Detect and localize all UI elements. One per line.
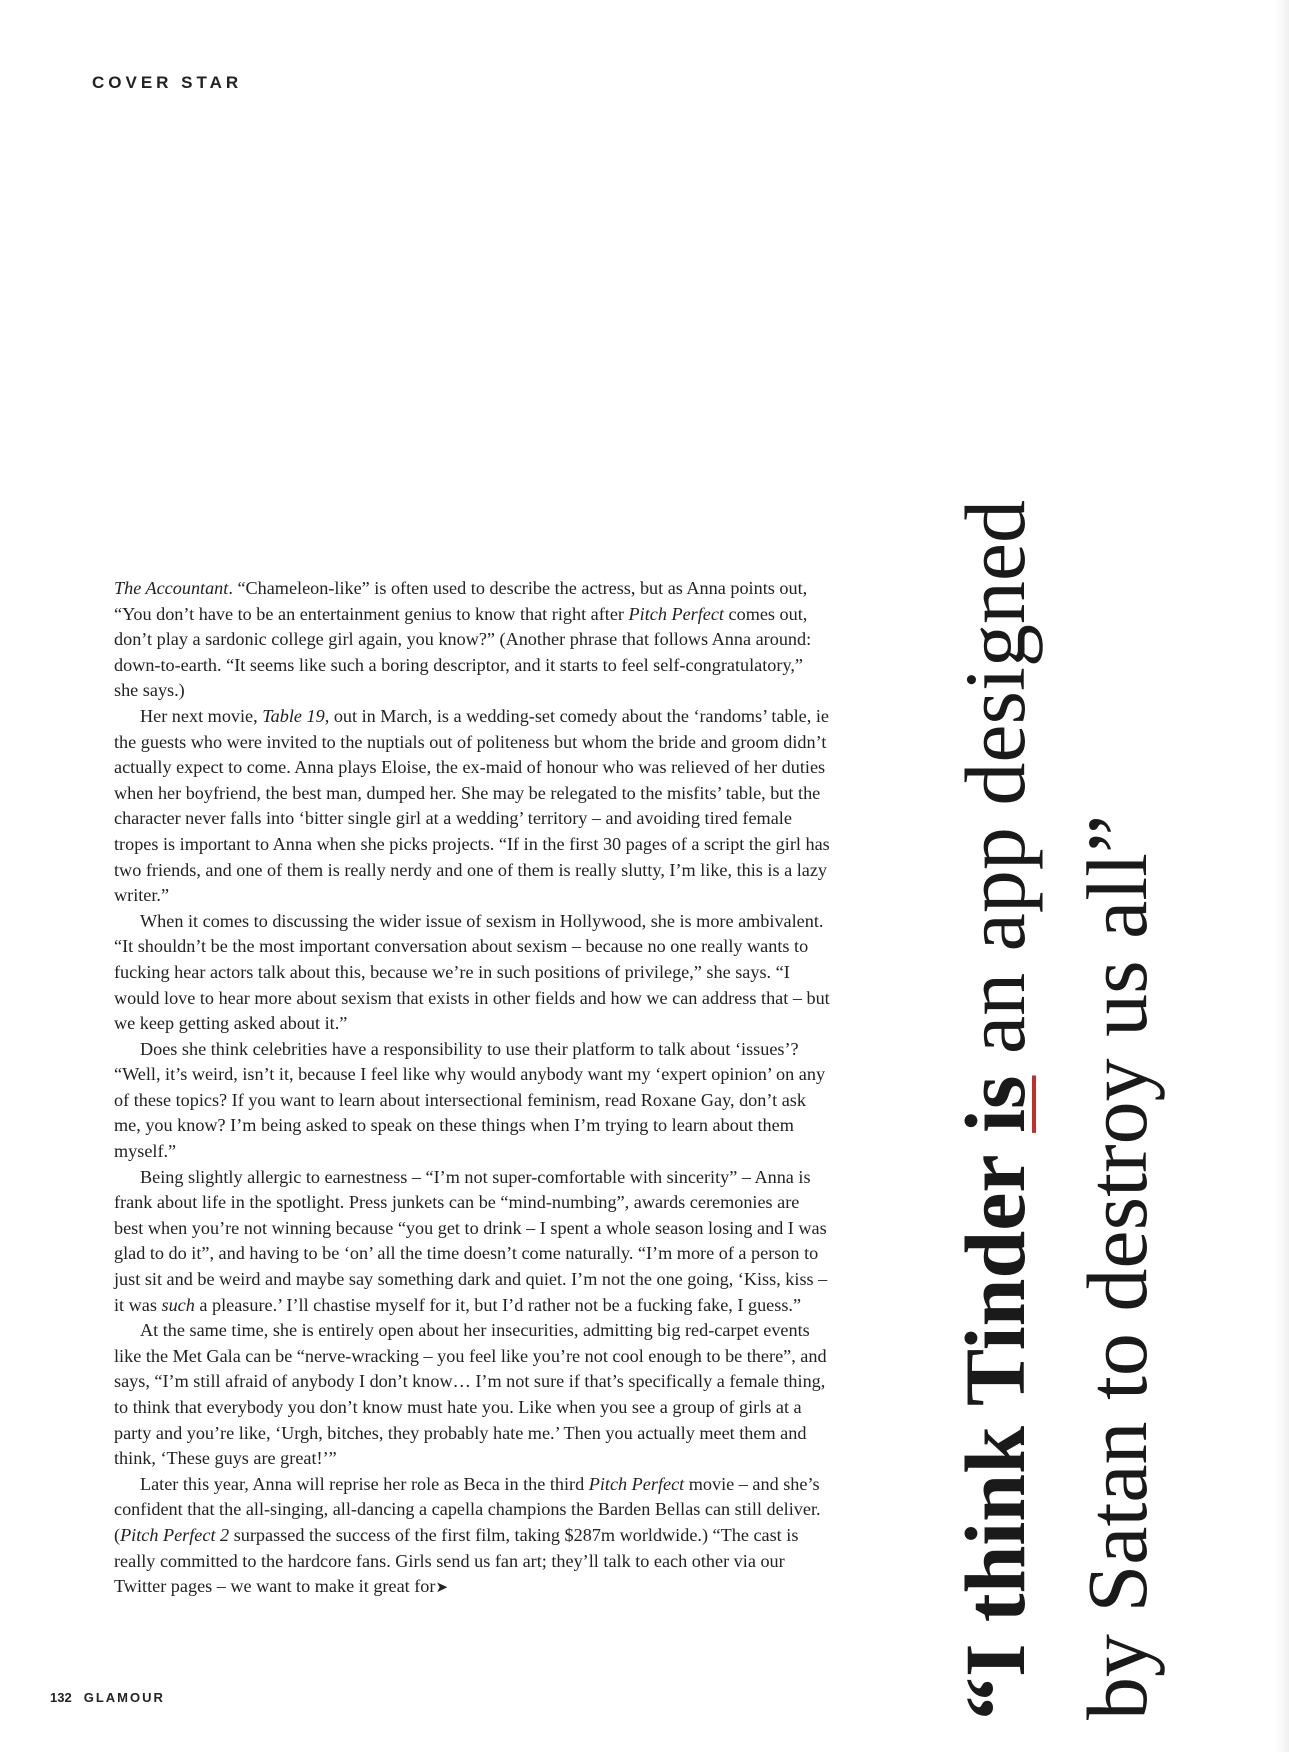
text-run: surpassed the success of the first film, taking $287m worldwide.) “The cast is really committed to the hardcore fans. Girls send us fan art; they’ll talk to each other via our Twitter pages – we want to make it great for	[114, 1524, 799, 1597]
pull-quote-underlined-word: is	[947, 1075, 1043, 1133]
page-edge-shadow	[1275, 0, 1289, 1752]
pull-quote-line-2: by Satan to destroy us all”	[1069, 814, 1165, 1721]
pull-quote-bold-part: “I think Tinder	[947, 1154, 1043, 1721]
text-run: a pleasure.’ I’ll chastise myself for it, but I’d rather not be a fucking fake, I guess.”	[194, 1294, 802, 1315]
article-paragraph	[114, 576, 830, 704]
article-paragraph	[114, 909, 830, 1037]
page-number: 132	[50, 1690, 72, 1705]
italic-title: Pitch Perfect	[588, 1473, 685, 1494]
article-body	[114, 576, 830, 1601]
text-run: When it comes to discussing the wider issue of sexism in Hollywood, she is more ambivalent. “It shouldn’t be the most important conversation about sexism – because no one really wants to fucking hear actors talk about this, because we’re in such positions of privilege,” she says. “I would love to hear more about sexism that exists in other fields and how we can address that – but we keep getting asked about it.”	[114, 910, 830, 1034]
text-run: Her next movie,	[140, 705, 263, 726]
italic-title: The Accountant	[114, 578, 229, 598]
italic-title: Pitch Perfect 2	[120, 1524, 230, 1545]
pull-quote-line-1-rest: an app designed	[947, 499, 1043, 1055]
italic-title: Pitch Perfect	[628, 603, 724, 624]
italic-title: Table 19	[262, 705, 325, 726]
text-run: , out in March, is a wedding-set comedy about the ‘randoms’ table, ie the guests who were invited to the nuptials out of politeness but whom the bride and groom didn’t actually expect to come. Anna plays Eloise, the ex-maid of honour who was relieved of her duties when her boyfriend, the best man, dumped her. She may be relegated to the misfits’ table, but the character never falls into ‘bitter single girl at a wedding’ territory – and avoiding tired female tropes is important to Anna when she picks projects. “If in the first 30 pages of a script the girl has two friends, and one of them is really nerdy and one of them is really slutty, I’m like, this is a lazy writer.”	[114, 705, 830, 906]
article-paragraph	[114, 1318, 830, 1472]
text-run: At the same time, she is entirely open about her insecurities, admitting big red-carpet events like the Met Gala can be “nerve-wracking – you feel like you’re not cool enough to be there”, and says, “I’m still afraid of anybody I don’t know… I’m not sure if that’s specifically a female thing, to think that everybody you don’t know must hate you. Like when you see a group of girls at a party and you’re like, ‘Urgh, bitches, they probably hate me.’ Then you actually meet them and think, ‘These guys are great!’”	[114, 1320, 827, 1469]
text-run: . “Chameleon-like” is often used to describe the actress, but as Anna points out, “You don’t have to be an entertainment genius to know that right after	[114, 578, 808, 624]
article-paragraph	[114, 704, 830, 909]
section-label: COVER STAR	[92, 73, 243, 92]
text-run: movie – and she’s confident that the all-singing, all-dancing a capella champions the Barden Bellas can still deliver. (	[114, 1473, 821, 1545]
text-run: Does she think celebrities have a responsibility to use their platform to talk about ‘issues’? “Well, it’s weird, isn’t it, because I feel like why would anybody want my ‘expert opinion’ on any of these topics? If you want to learn about intersectional feminism, read Roxane Gay, don’t ask me, you know? I’m being asked to speak on these things when I’m trying to learn about them myself.”	[114, 1038, 826, 1162]
article-paragraph	[114, 1472, 830, 1601]
pull-quote	[934, 500, 1178, 1720]
page-footer	[50, 1690, 165, 1705]
text-run: comes out, don’t play a sardonic college girl again, you know?” (Another phrase that follows Anna around: down-to-earth. “It seems like such a boring descriptor, and it starts to feel self-congratulatory,” she says.)	[114, 603, 812, 701]
text-run: Being slightly allergic to earnestness – “I’m not super-comfortable with sincerity” – Anna is frank about life in the spotlight. Press junkets can be “mind-numbing”, awards ceremonies are best when you’re not winning because “you get to drink – I spent a whole season losing and I was glad to do it”, and having to be ‘on’ all the time doesn’t come naturally. “I’m more of a person to just sit and be weird and maybe say something dark and quiet. I’m not the one going, ‘Kiss, kiss – it was	[114, 1166, 828, 1315]
article-paragraph	[114, 1037, 830, 1165]
italic-title: such	[161, 1294, 195, 1315]
article-paragraph	[114, 1165, 830, 1319]
continue-arrow-icon: ➤	[435, 1578, 449, 1597]
pull-quote-line-1	[934, 500, 1056, 1720]
publication-name: GLAMOUR	[83, 1690, 165, 1705]
text-run: Later this year, Anna will reprise her role as Beca in the third	[140, 1473, 589, 1494]
